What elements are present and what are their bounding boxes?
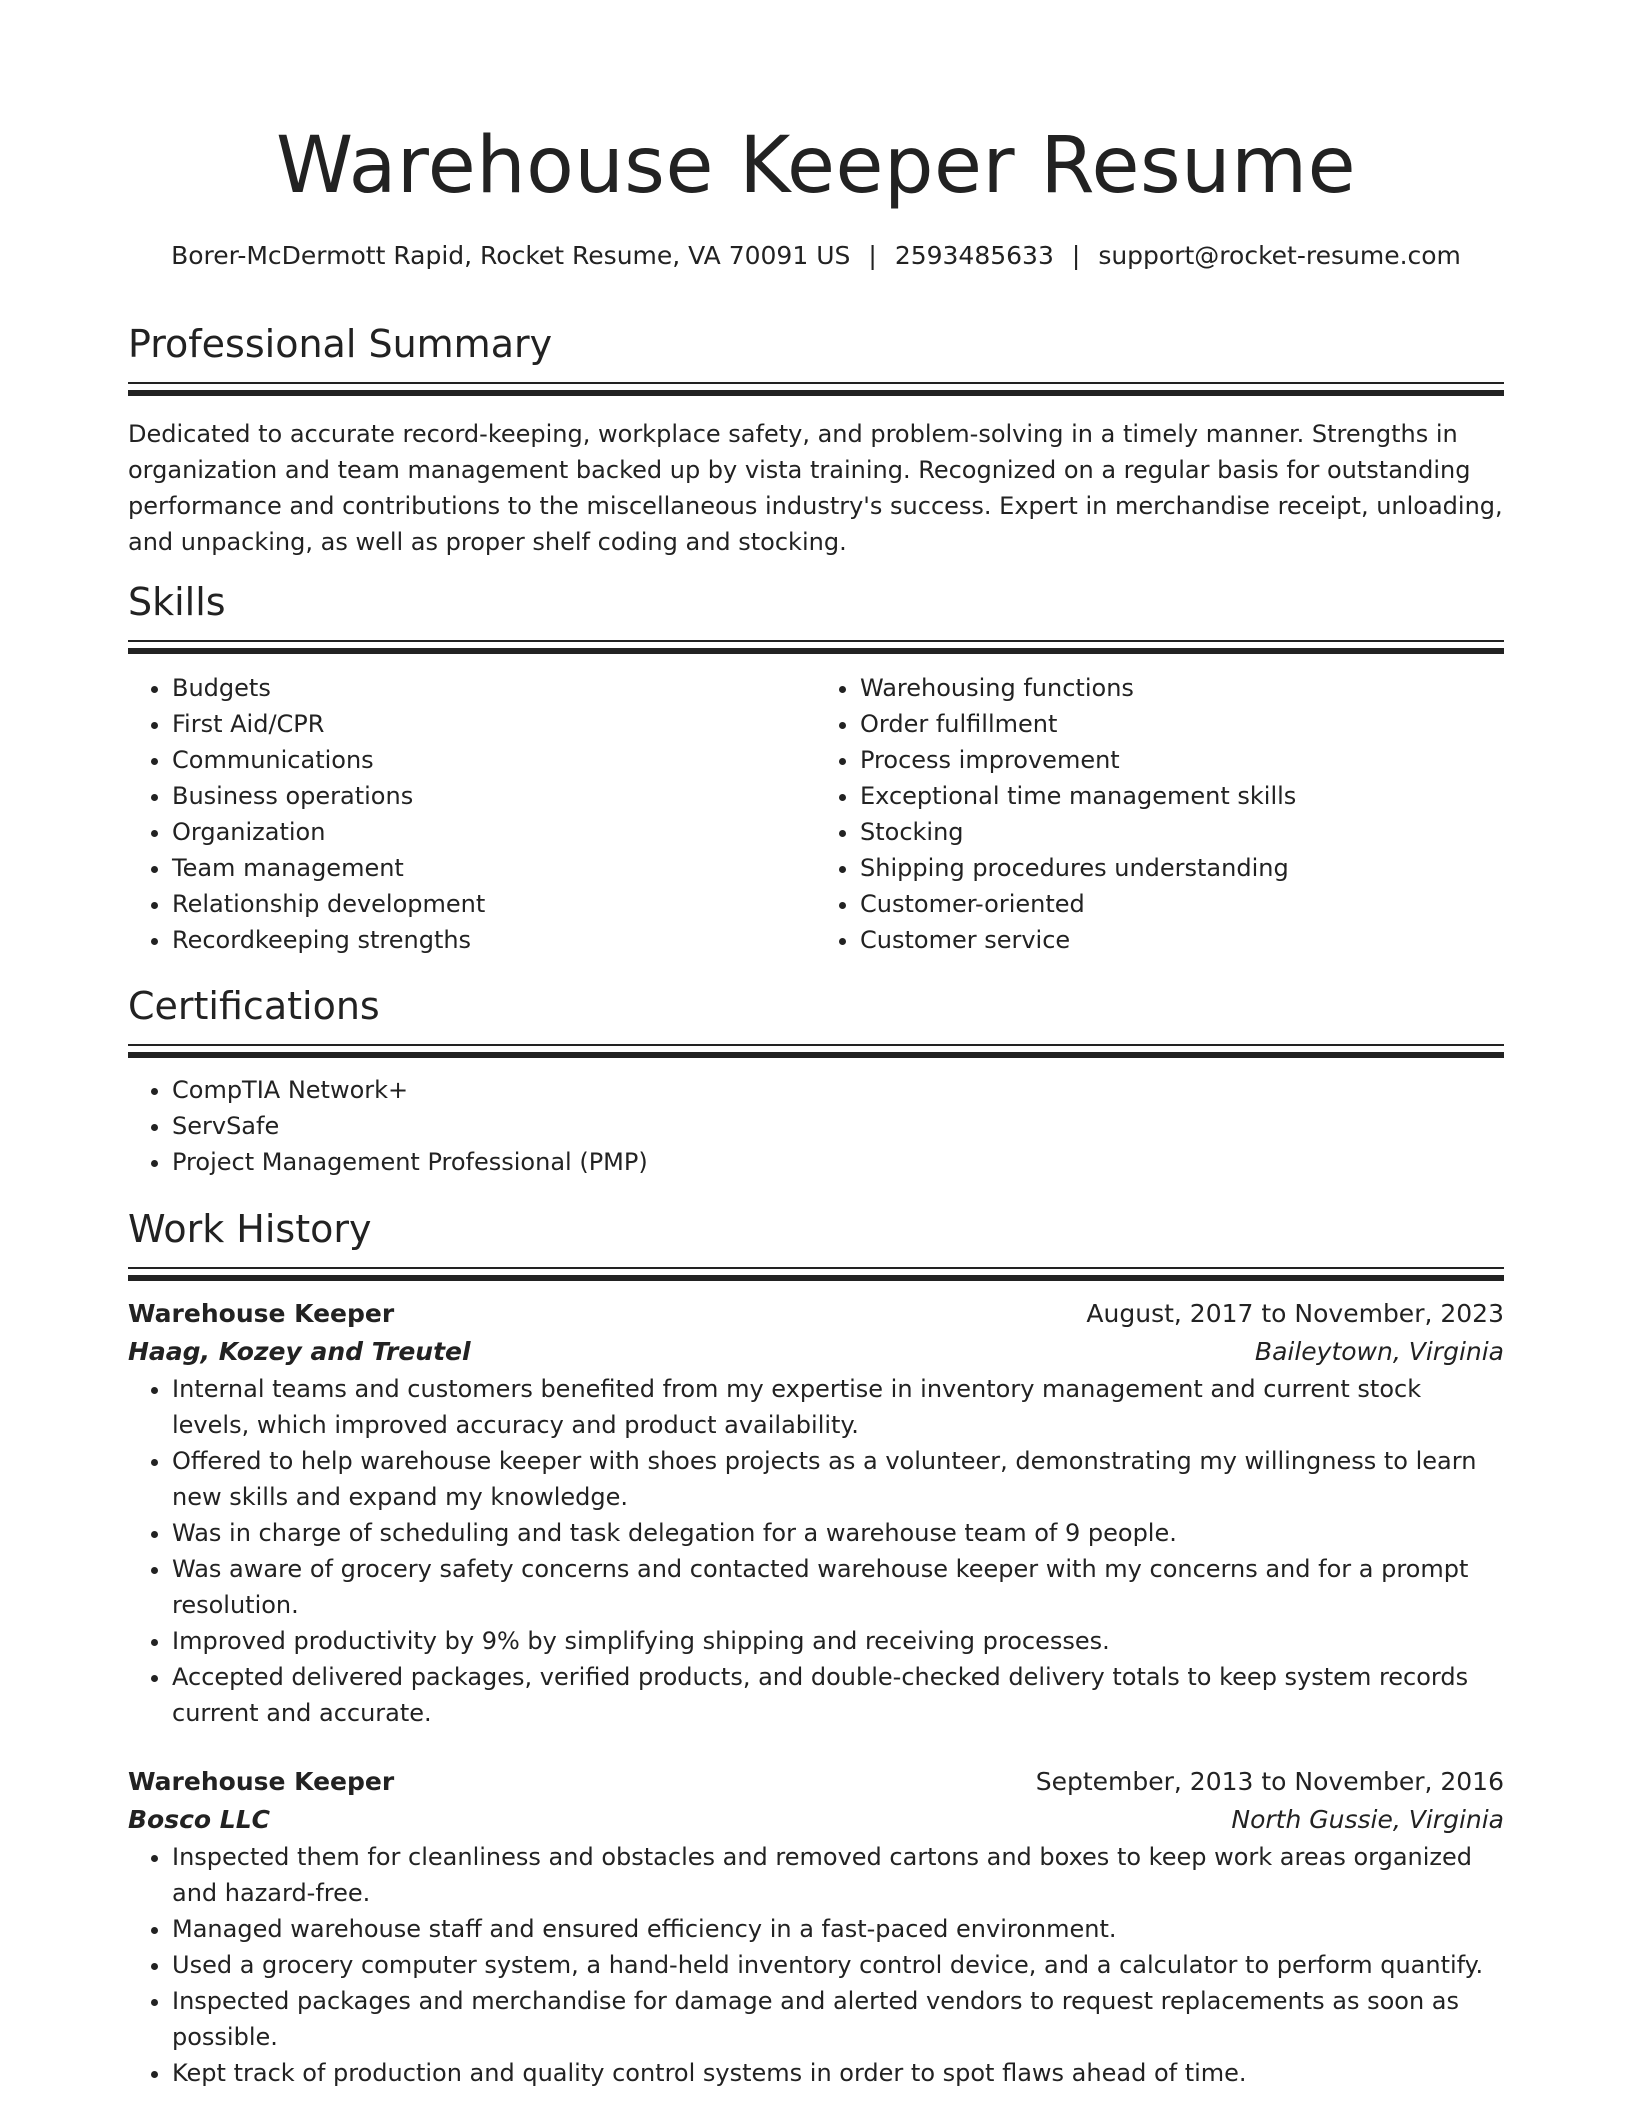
job-subheader <box>128 1801 1504 1839</box>
summary-text: Dedicated to accurate record-keeping, workplace safety, and problem-solving in a timely manner. Strengths in organization and team management backed up by vista training. Recognized on a regular basis for outstanding performance and contributions to the miscellaneous industry's success. Expert in merchandise receipt, unloading, and unpacking, as well as proper shelf coding and stocking. <box>128 420 1503 556</box>
section-divider <box>128 382 1504 396</box>
job-bullet: • Used a grocery computer system, a hand-held inventory control device, and a calculator to perform quantify. <box>172 1947 1504 1983</box>
skill-item: • Stocking <box>860 814 1504 850</box>
job-location: North Gussie, Virginia <box>1231 1805 1504 1834</box>
skill-item: • Organization <box>172 814 816 850</box>
job-bullet: • Offered to help warehouse keeper with shoes projects as a volunteer, demonstrating my willingness to learn new skills and expand my knowledge. <box>172 1443 1504 1515</box>
summary-section <box>128 320 1504 560</box>
job-entry <box>128 1295 1504 1731</box>
job-company: Haag, Kozey and Treutel <box>128 1337 471 1366</box>
certification-item: • CompTIA Network+ <box>172 1072 1504 1108</box>
job-bullet: • Improved productivity by 9% by simplifying shipping and receiving processes. <box>172 1623 1504 1659</box>
contact-separator: | <box>868 241 877 270</box>
contact-phone: 2593485633 <box>894 241 1054 270</box>
section-divider <box>128 640 1504 654</box>
skill-item: • Process improvement <box>860 742 1504 778</box>
certifications-section <box>128 982 1504 1180</box>
skill-item: • Budgets <box>172 670 816 706</box>
job-entry <box>128 1763 1504 2091</box>
skill-item: • Warehousing functions <box>860 670 1504 706</box>
job-bullet: • Inspected them for cleanliness and obstacles and removed cartons and boxes to keep work areas organized and hazard-free. <box>172 1839 1504 1911</box>
work-history-heading: Work History <box>128 1207 372 1251</box>
skill-item: • Exceptional time management skills <box>860 778 1504 814</box>
job-bullet: • Accepted delivered packages, verified products, and double-checked delivery totals to keep system records current and accurate. <box>172 1659 1504 1731</box>
contact-separator: | <box>1071 241 1081 270</box>
job-dates: August, 2017 to November, 2023 <box>1086 1299 1504 1328</box>
skills-heading: Skills <box>128 580 226 624</box>
section-divider <box>128 1267 1504 1281</box>
job-location: Baileytown, Virginia <box>1254 1337 1504 1366</box>
job-bullet: • Managed warehouse staff and ensured efficiency in a fast-paced environment. <box>172 1911 1504 1947</box>
certification-item: • ServSafe <box>172 1108 1504 1144</box>
job-bullet: • Was in charge of scheduling and task delegation for a warehouse team of 9 people. <box>172 1515 1504 1551</box>
skills-columns <box>128 670 1504 958</box>
skills-section <box>128 578 1504 958</box>
job-bullets <box>128 1839 1504 2091</box>
section-divider <box>128 1044 1504 1058</box>
job-company: Bosco LLC <box>128 1805 271 1834</box>
skill-item: • Relationship development <box>172 886 816 922</box>
certifications-heading: Certifications <box>128 984 380 1028</box>
skills-list-right <box>816 670 1504 958</box>
job-header <box>128 1763 1504 1801</box>
skill-item: • Customer service <box>860 922 1504 958</box>
contact-line <box>128 236 1504 276</box>
skill-item: • Shipping procedures understanding <box>860 850 1504 886</box>
certification-item: • Project Management Professional (PMP) <box>172 1144 1504 1180</box>
job-dates: September, 2013 to November, 2016 <box>1035 1767 1504 1796</box>
job-header <box>128 1295 1504 1333</box>
job-bullet: • Inspected packages and merchandise for damage and alerted vendors to request replacements as soon as possible. <box>172 1983 1504 2055</box>
job-title: Warehouse Keeper <box>128 1299 395 1328</box>
resume-title: Warehouse Keeper Resume <box>275 121 1357 211</box>
skill-item: • Business operations <box>172 778 816 814</box>
job-title: Warehouse Keeper <box>128 1767 395 1796</box>
job-bullet: • Internal teams and customers benefited from my expertise in inventory management and current stock levels, which improved accuracy and product availability. <box>172 1371 1504 1443</box>
skill-item: • Team management <box>172 850 816 886</box>
contact-email: support@rocket-resume.com <box>1098 241 1461 270</box>
certifications-list <box>128 1072 1504 1180</box>
skill-item: • Order fulfillment <box>860 706 1504 742</box>
work-history-section <box>128 1205 1504 2091</box>
job-bullet: • Kept track of production and quality control systems in order to spot flaws ahead of time. <box>172 2055 1504 2091</box>
job-subheader <box>128 1333 1504 1371</box>
job-bullet: • Was aware of grocery safety concerns and contacted warehouse keeper with my concerns and for a prompt resolution. <box>172 1551 1504 1623</box>
skill-item: • Customer-oriented <box>860 886 1504 922</box>
skills-list-left <box>128 670 816 958</box>
skill-item: • Communications <box>172 742 816 778</box>
summary-heading: Professional Summary <box>128 322 553 366</box>
contact-address: Borer-McDermott Rapid, Rocket Resume, VA 70091 US <box>171 241 851 270</box>
skill-item: • Recordkeeping strengths <box>172 922 816 958</box>
job-bullets <box>128 1371 1504 1731</box>
skill-item: • First Aid/CPR <box>172 706 816 742</box>
